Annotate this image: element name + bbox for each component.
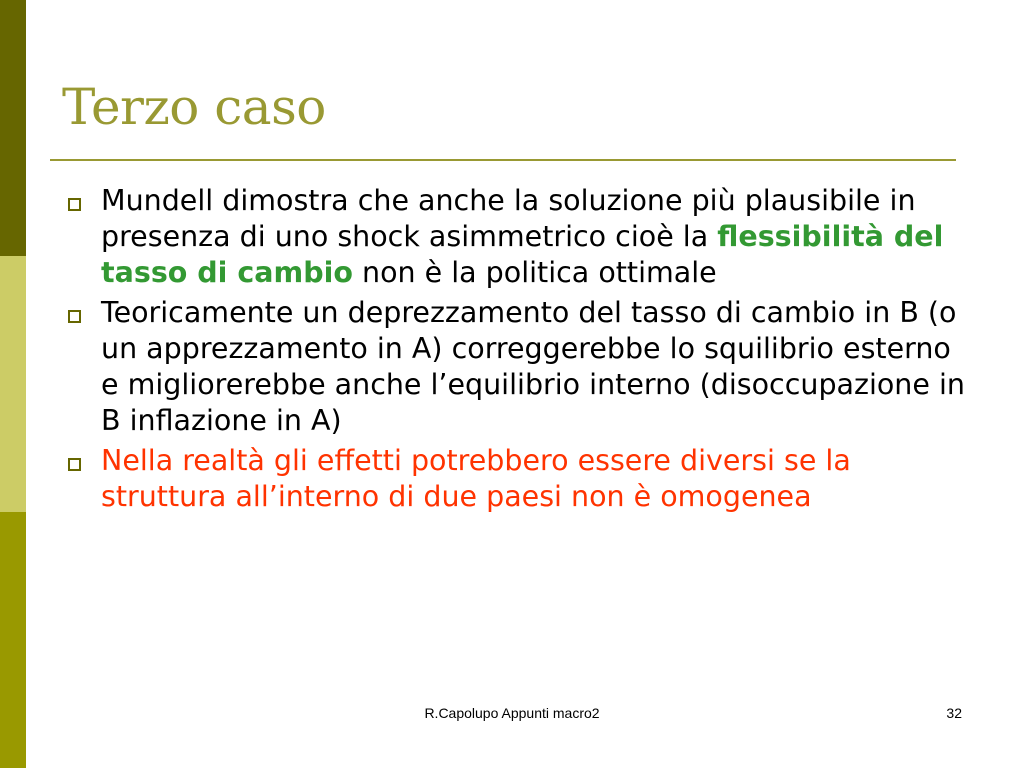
bullet-1-highlight: flessibilità del tasso di cambio [101,220,944,289]
side-band-middle [0,256,26,512]
bullet-1-text-after: non è la politica ottimale [352,256,717,289]
page-number: 32 [946,705,962,721]
bullet-1-text-before: Mundell dimostra che anche la soluzione più plausibile in presenza di uno shock asimmetrico cioè la [101,184,916,253]
square-bullet-icon [68,198,81,211]
bullet-item-1 [68,183,968,291]
bullet-item-3 [68,443,968,515]
square-bullet-icon [68,310,81,323]
side-band-bottom [0,512,26,768]
slide-title: Terzo caso [62,78,326,136]
bullet-2-text: Teoricamente un deprezzamento del tasso di cambio in B (o un apprezzamento in A) correggerebbe lo squilibrio esterno e migliorerebbe anche l’equilibrio interno (disoccupazione in B inflazione in A) [101,296,965,437]
bullet-list [68,183,968,519]
side-band-top [0,0,26,256]
title-divider [50,159,956,161]
footer-text: R.Capolupo Appunti macro2 [424,705,600,721]
bullet-item-2 [68,295,968,439]
square-bullet-icon [68,458,81,471]
bullet-3-text: Nella realtà gli effetti potrebbero essere diversi se la struttura all’interno di due paesi non è omogenea [101,444,851,513]
